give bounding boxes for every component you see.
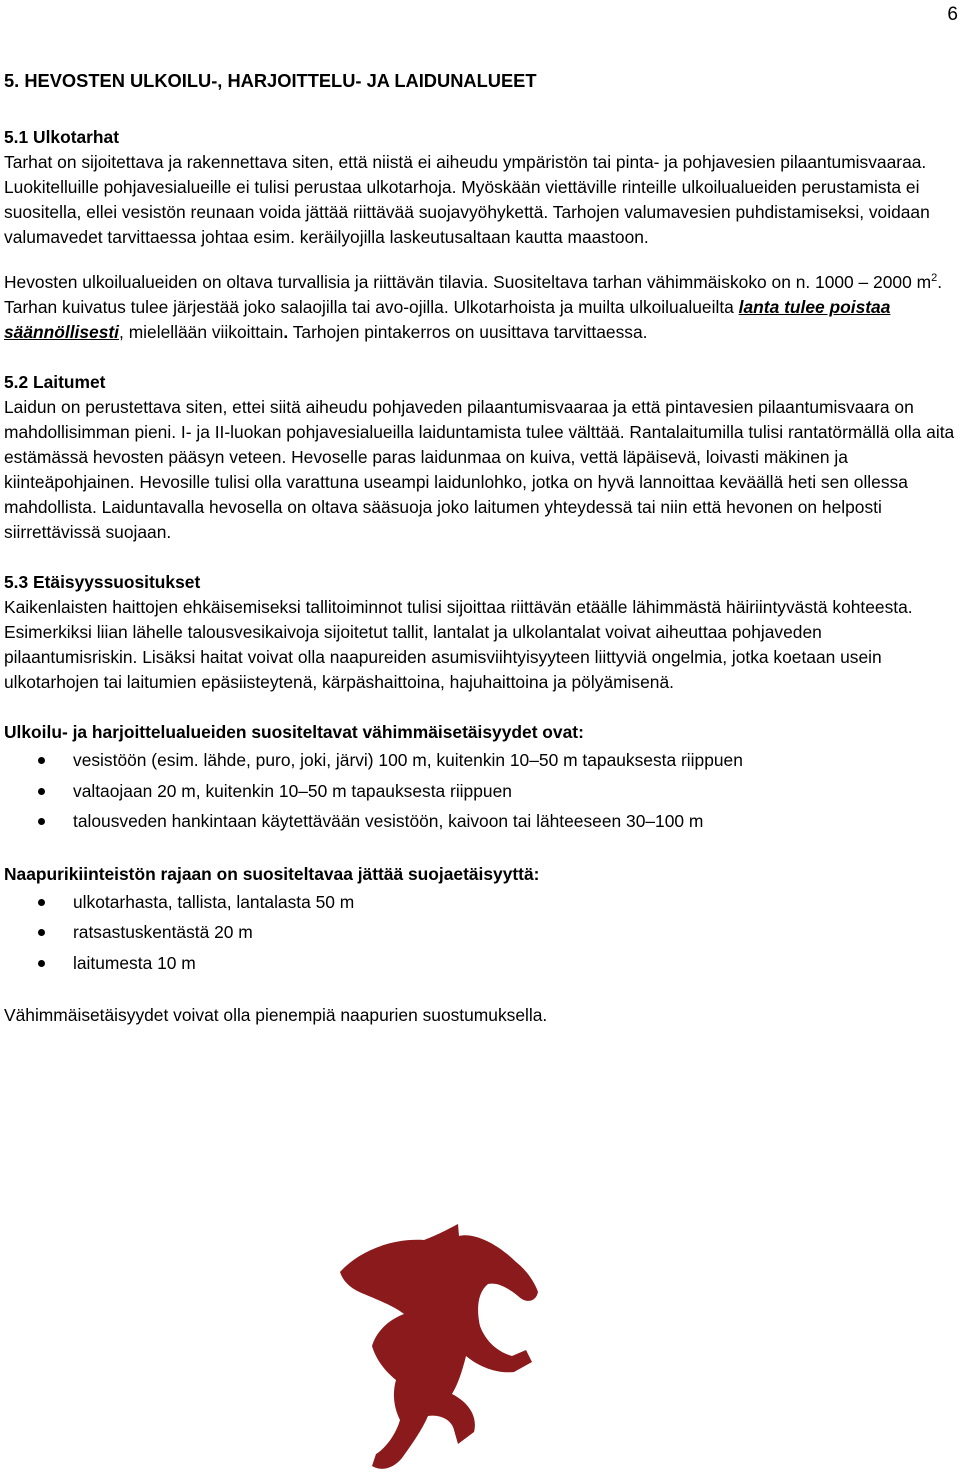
bullet-icon [38, 929, 45, 936]
section-5-3-paragraph: Kaikenlaisten haittojen ehkäisemiseksi tallitoiminnot tulisi sijoittaa riittävän etäälle lähimmästä häiriintyvästä kohteesta. Esimerkiksi liian lähelle talousvesikaivoja sijoitetut tallit, lantalat ja ulkolantalat voivat aiheuttaa pohjaveden pilaantumisriskin. Lisäksi haitat voivat olla naapureiden asumisviihtyisyyteen liittyviä ongelmia, jotka koetaan usein ulkotarhojen tai laitumien epäsiisteytenä, kärpäshaittoina, hajuhaittoina ja pölyämisenä. [4, 597, 913, 692]
bullet-icon [38, 818, 45, 825]
distance-list-1 [4, 745, 956, 837]
closing-note: Vähimmäisetäisyydet voivat olla pienempiä naapurien suostumuksella. [4, 1005, 548, 1025]
page-number: 6 [947, 4, 958, 25]
list-item: laitumesta 10 m [4, 948, 956, 979]
chapter-heading: 5. HEVOSTEN ULKOILU-, HARJOITTELU- JA LAIDUNALUEET [4, 70, 537, 91]
bullet-icon [38, 960, 45, 967]
horse-logo-icon [328, 1222, 540, 1472]
distance-list-1-title: Ulkoilu- ja harjoittelualueiden suositeltavat vähimmäisetäisyydet ovat: [4, 722, 584, 742]
section-heading-5-2: 5.2 Laitumet [4, 372, 106, 392]
document-body [4, 62, 956, 1028]
section-5-1-paragraph-1: Tarhat on sijoitettava ja rakennettava siten, että niistä ei aiheudu ympäristön tai pinta- ja pohjavesien pilaantumisvaaraa. Luokitelluille pohjavesialueille ei tulisi perustaa ulkotarhoja. Myöskään viettäville rinteille ulkoilualueiden perustamista ei suositella, ellei vesistön reunaan voida jättää riittävää suojavyöhykettä. Tarhojen valumavesien puhdistamiseksi, voidaan valumavedet tarvittaessa johtaa esim. keräilyojilla laskeutusaltaan kautta maastoon. [4, 152, 930, 247]
bullet-icon [38, 899, 45, 906]
list-item: vesistöön (esim. lähde, puro, joki, järvi) 100 m, kuitenkin 10–50 m tapauksesta riippuen [4, 745, 956, 776]
list-item: talousveden hankintaan käytettävään vesistöön, kaivoon tai lähteeseen 30–100 m [4, 806, 956, 837]
section-5-2-paragraph: Laidun on perustettava siten, ettei siitä aiheudu pohjaveden pilaantumisvaaraa ja että pintavesien pilaantumisvaara on mahdollisimman pieni. I- ja II-luokan pohjavesialueilla laiduntamista tulee välttää. Rantalaitumilla tulisi rantatörmällä olla aita estämässä hevosten pääsyn veteen. Hevoselle paras laidunmaa on kuiva, vettä läpäisevä, loivasti mäkinen ja kiinteäpohjainen. Hevosille tulisi olla varattuna useampi laidunlohko, jotka on hyvä lannoittaa keväällä heti sen ollessa mahdollista. Laiduntavalla hevosella on oltava sääsuoja joko laitumen yhteydessä tai niin että hevonen on helposti siirrettävissä suojaan. [4, 397, 955, 542]
bullet-icon [38, 788, 45, 795]
section-heading-5-3: 5.3 Etäisyyssuositukset [4, 572, 201, 592]
bullet-icon [38, 757, 45, 764]
emphasis-manure-removal: lanta tulee poistaa säännöllisesti [4, 297, 891, 342]
section-heading-5-1: 5.1 Ulkotarhat [4, 127, 120, 147]
list-item: ratsastuskentästä 20 m [4, 917, 956, 948]
distance-list-2-title: Naapurikiinteistön rajaan on suositeltavaa jättää suojaetäisyyttä: [4, 863, 540, 884]
list-item: valtaojaan 20 m, kuitenkin 10–50 m tapauksesta riippuen [4, 776, 956, 807]
list-item: ulkotarhasta, tallista, lantalasta 50 m [4, 887, 956, 918]
section-5-1-paragraph-2: Hevosten ulkoilualueiden on oltava turvallisia ja riittävän tilavia. Suositeltava tarhan vähimmäiskoko on n. 1000 – 2000 $m^2$. Tarhan kuivatus tulee järjestää joko salaojilla tai avo-ojilla. Ulkotarhoista ja muilta ulkoilualueilta lanta tulee poistaa säännöllisesti, mielellään viikoittain. Tarhojen pintakerros on uusittava tarvittaessa. [4, 272, 943, 342]
distance-list-2 [4, 887, 956, 979]
